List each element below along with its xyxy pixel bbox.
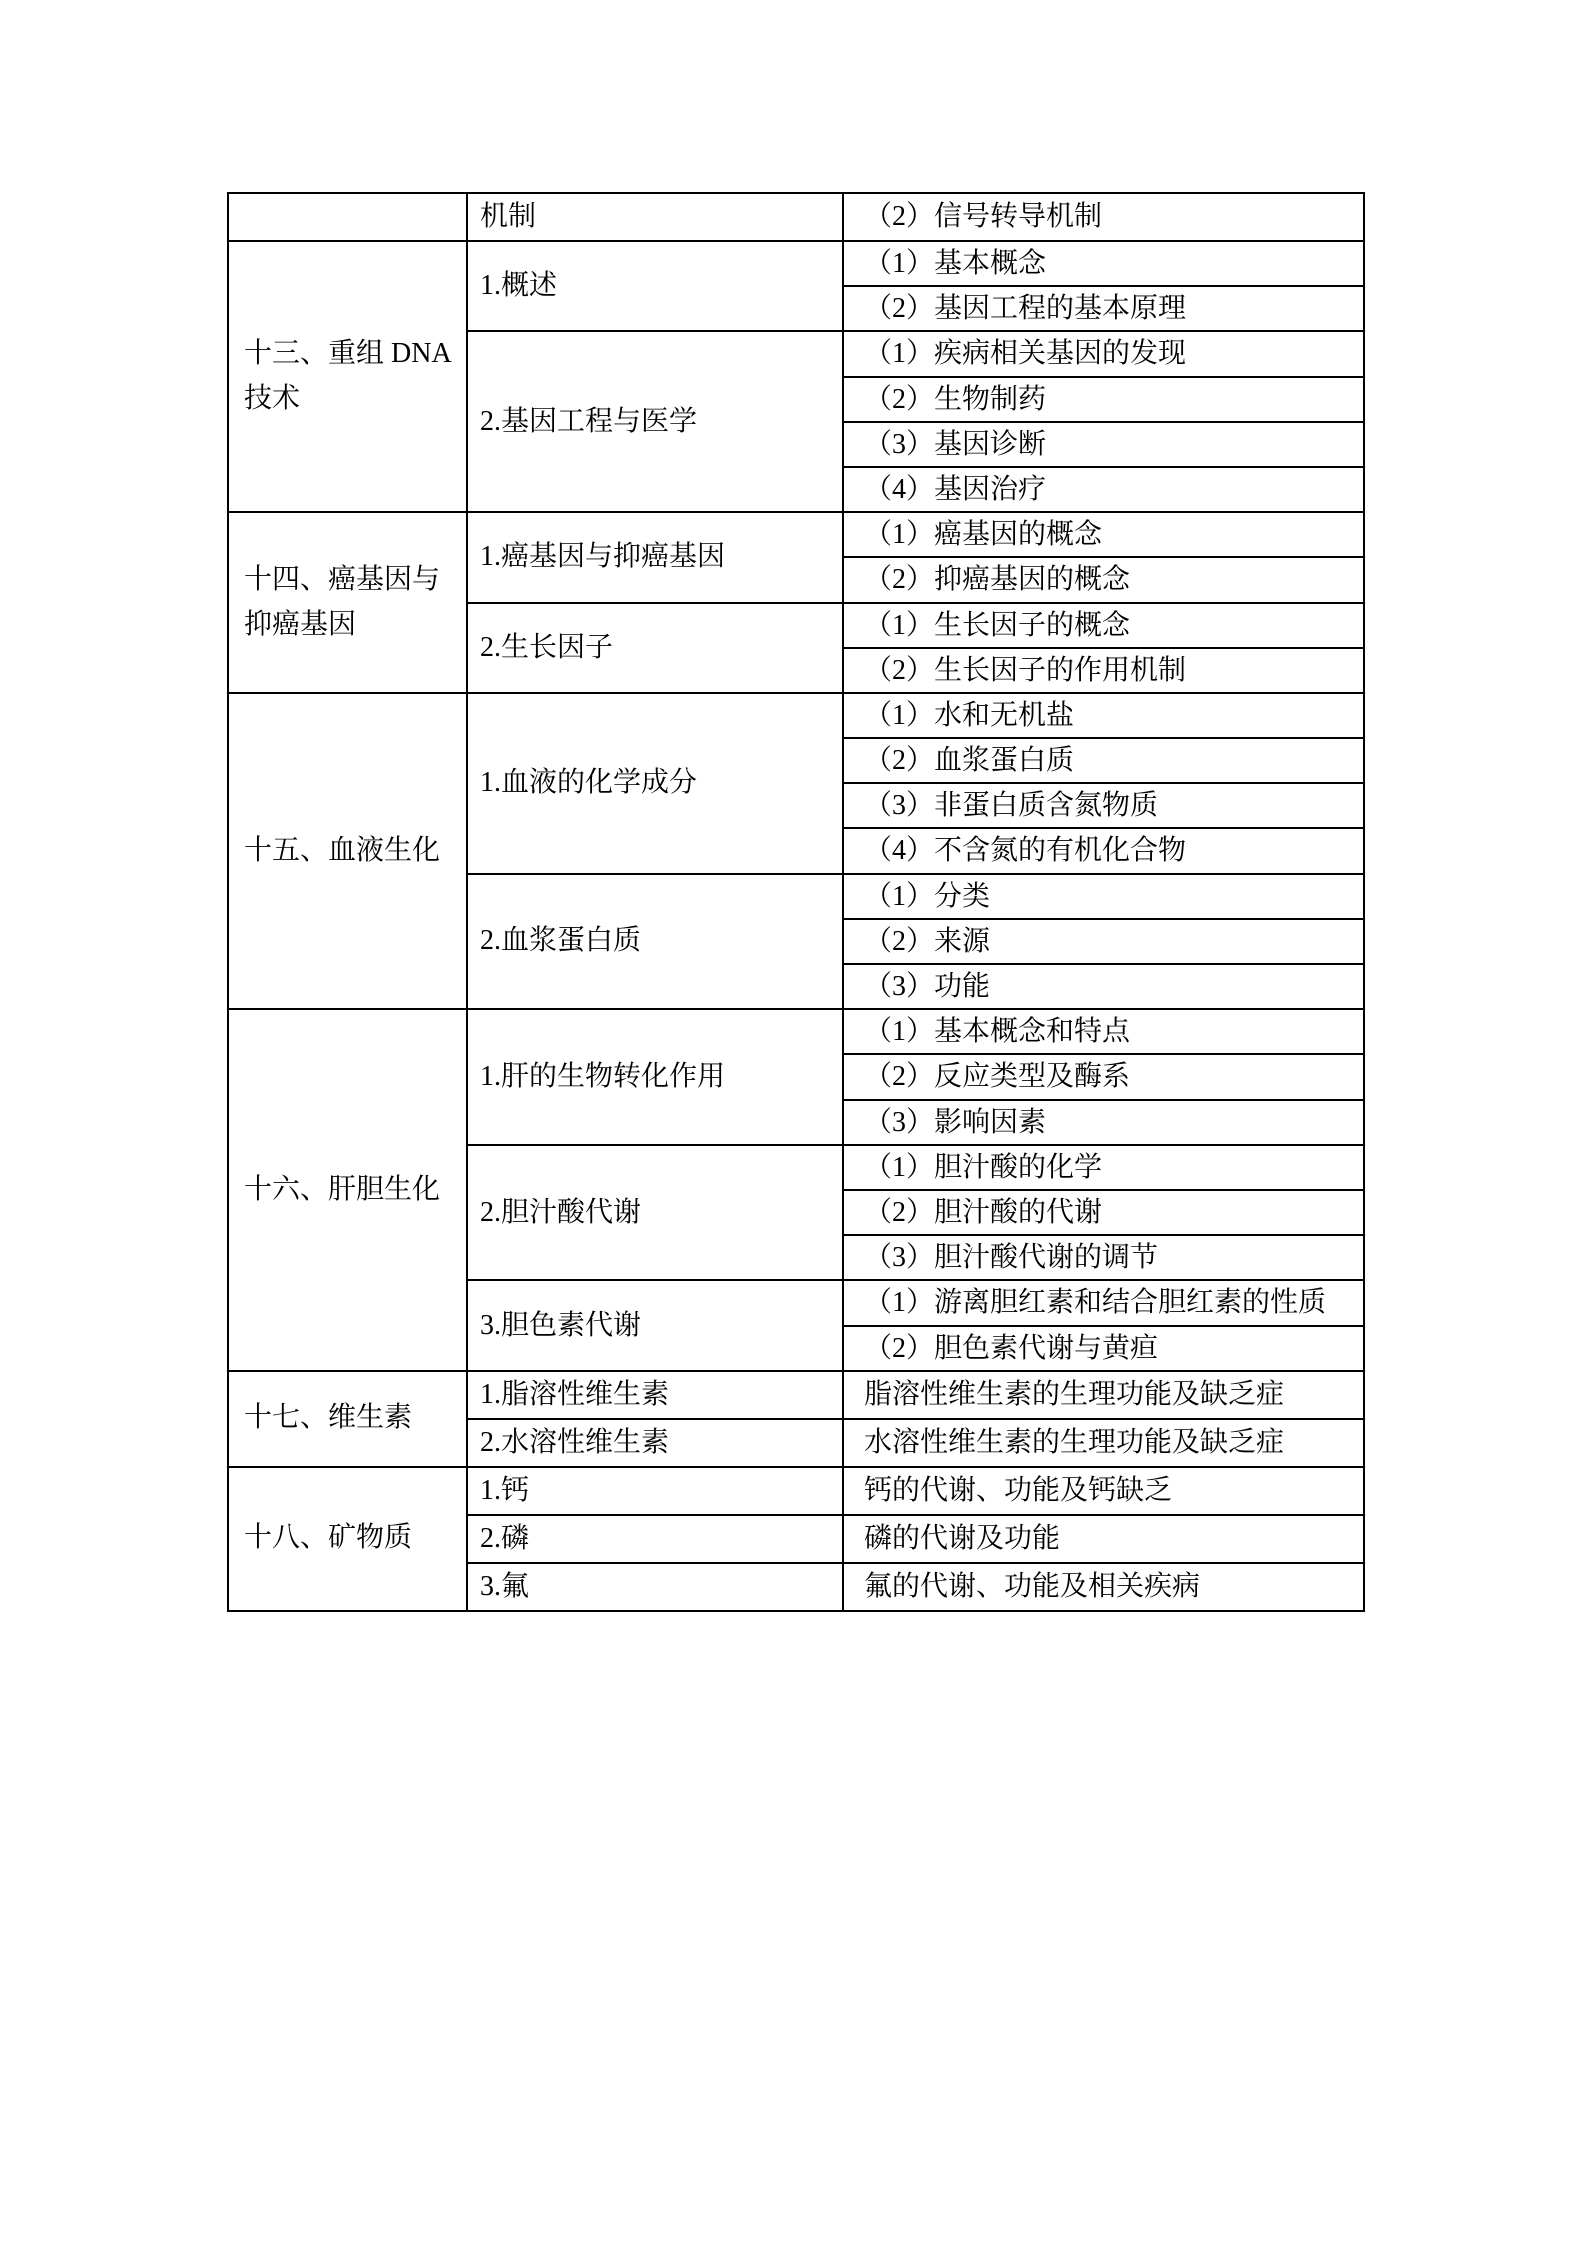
syllabus-table	[227, 192, 1365, 1612]
table-row	[228, 241, 1364, 286]
topic-cell: 2.水溶性维生素	[467, 1419, 843, 1467]
point-cell: （1）基本概念	[843, 241, 1364, 286]
topic-cell: 1.癌基因与抑癌基因	[467, 512, 843, 602]
section-title-cell: 十五、血液生化	[228, 693, 467, 1009]
table-row	[228, 512, 1364, 557]
table-row	[228, 193, 1364, 241]
topic-cell: 1.钙	[467, 1467, 843, 1515]
section-title-cell: 十六、肝胆生化	[228, 1009, 467, 1371]
section-title-cell: 十八、矿物质	[228, 1467, 467, 1611]
topic-cell: 3.氟	[467, 1563, 843, 1611]
point-cell: 水溶性维生素的生理功能及缺乏症	[843, 1419, 1364, 1467]
point-cell: （2）信号转导机制	[843, 193, 1364, 241]
point-cell: （3）基因诊断	[843, 422, 1364, 467]
table-row	[228, 1371, 1364, 1419]
point-cell: （1）水和无机盐	[843, 693, 1364, 738]
point-cell: （1）疾病相关基因的发现	[843, 331, 1364, 376]
topic-cell: 2.生长因子	[467, 603, 843, 693]
point-cell: （1）胆汁酸的化学	[843, 1145, 1364, 1190]
point-cell: （2）来源	[843, 919, 1364, 964]
point-cell: （2）生长因子的作用机制	[843, 648, 1364, 693]
point-cell: （3）功能	[843, 964, 1364, 1009]
point-cell: （2）反应类型及酶系	[843, 1054, 1364, 1099]
point-cell: （1）基本概念和特点	[843, 1009, 1364, 1054]
point-cell: （2）抑癌基因的概念	[843, 557, 1364, 602]
point-cell: （3）非蛋白质含氮物质	[843, 783, 1364, 828]
section-title-cell: 十三、重组 DNA 技术	[228, 241, 467, 512]
topic-cell: 2.基因工程与医学	[467, 331, 843, 512]
point-cell: （4）基因治疗	[843, 467, 1364, 512]
topic-cell: 1.肝的生物转化作用	[467, 1009, 843, 1145]
point-cell: 脂溶性维生素的生理功能及缺乏症	[843, 1371, 1364, 1419]
point-cell: （2）血浆蛋白质	[843, 738, 1364, 783]
point-cell: 氟的代谢、功能及相关疾病	[843, 1563, 1364, 1611]
topic-cell: 1.概述	[467, 241, 843, 331]
table-row	[228, 693, 1364, 738]
topic-cell: 1.脂溶性维生素	[467, 1371, 843, 1419]
topic-cell: 2.磷	[467, 1515, 843, 1563]
point-cell: （2）胆色素代谢与黄疸	[843, 1326, 1364, 1371]
point-cell: （1）生长因子的概念	[843, 603, 1364, 648]
table-row	[228, 1467, 1364, 1515]
point-cell: （2）生物制药	[843, 377, 1364, 422]
section-title-cell: 十七、维生素	[228, 1371, 467, 1467]
topic-cell: 2.血浆蛋白质	[467, 874, 843, 1010]
topic-cell: 机制	[467, 193, 843, 241]
point-cell: （4）不含氮的有机化合物	[843, 828, 1364, 873]
topic-cell: 1.血液的化学成分	[467, 693, 843, 874]
table-row	[228, 1009, 1364, 1054]
point-cell: 磷的代谢及功能	[843, 1515, 1364, 1563]
point-cell: （3）胆汁酸代谢的调节	[843, 1235, 1364, 1280]
topic-cell: 2.胆汁酸代谢	[467, 1145, 843, 1281]
section-title-cell: 十四、癌基因与抑癌基因	[228, 512, 467, 693]
point-cell: （1）分类	[843, 874, 1364, 919]
point-cell: （2）基因工程的基本原理	[843, 286, 1364, 331]
section-title-cell	[228, 193, 467, 241]
point-cell: （2）胆汁酸的代谢	[843, 1190, 1364, 1235]
point-cell: （1）癌基因的概念	[843, 512, 1364, 557]
point-cell: （1）游离胆红素和结合胆红素的性质	[843, 1280, 1364, 1325]
point-cell: （3）影响因素	[843, 1100, 1364, 1145]
topic-cell: 3.胆色素代谢	[467, 1280, 843, 1370]
point-cell: 钙的代谢、功能及钙缺乏	[843, 1467, 1364, 1515]
